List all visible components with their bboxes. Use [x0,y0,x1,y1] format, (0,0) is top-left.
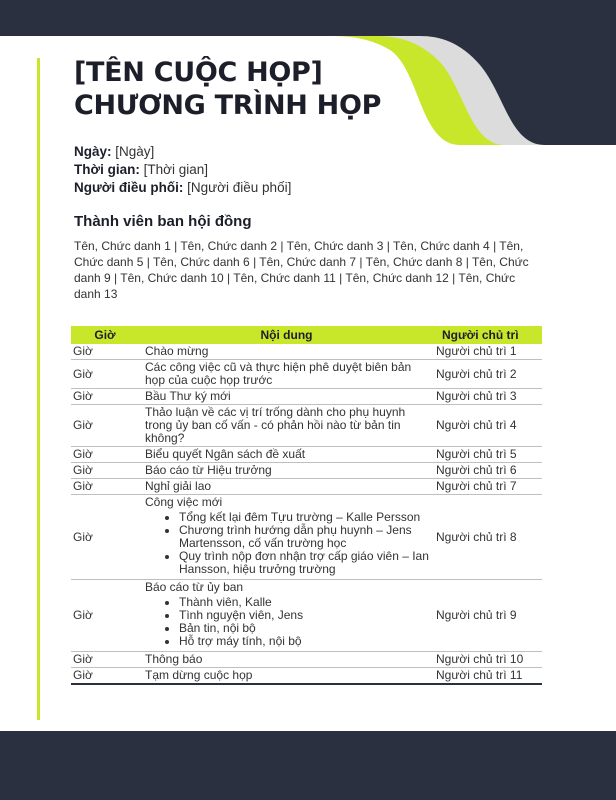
row-time: Giờ [71,405,139,447]
table-row [71,479,542,495]
time-row [74,161,291,179]
header-time: Giờ [94,328,116,342]
row-presenter: Người chủ trì 10 [434,652,542,668]
row-content: Thảo luận về các vị trí trống dành cho phụ huynh trong ủy ban cố vấn - có phản hồi nào từ bản tin không? [139,405,434,447]
agenda-body [71,344,542,684]
table-row [71,405,542,447]
row-content: Nghỉ giải lao [139,479,434,495]
row-presenter: Người chủ trì 3 [434,389,542,405]
left-accent-line [37,58,40,720]
row-time: Giờ [71,447,139,463]
row-time: Giờ [71,495,139,580]
bullet-list [145,511,431,576]
row-presenter: Người chủ trì 7 [434,479,542,495]
time-label: Thời gian: [74,162,140,177]
row-content: Báo cáo từ ủy ban [145,580,244,594]
table-row [71,580,542,652]
row-time: Giờ [71,668,139,685]
facilitator-row [74,179,291,197]
row-presenter: Người chủ trì 6 [434,463,542,479]
row-time: Giờ [71,479,139,495]
agenda-table [71,326,542,685]
table-row [71,447,542,463]
row-time: Giờ [71,463,139,479]
row-time: Giờ [71,360,139,389]
row-time: Giờ [71,652,139,668]
table-row [71,389,542,405]
row-presenter: Người chủ trì 11 [434,668,542,685]
list-item: • Quy trình nộp đơn nhận trợ cấp giáo viên – Ian Hansson, hiệu trưởng trường [179,550,431,576]
list-item: • Thành viên, Kalle [179,596,431,609]
agenda-title: CHƯƠNG TRÌNH HỌP [74,90,382,121]
row-content: Tạm dừng cuộc họp [139,668,434,685]
row-presenter: Người chủ trì 2 [434,360,542,389]
table-row [71,360,542,389]
row-time: Giờ [71,580,139,652]
list-item: • Bản tin, nội bộ [179,622,431,635]
bullet-list [145,596,431,648]
list-item: • Tình nguyện viên, Jens [179,609,431,622]
page-title [74,56,381,122]
footer-bar [0,731,616,800]
table-row [71,495,542,580]
header-content: Nội dung [260,328,313,342]
date-row [74,143,291,161]
facilitator-value: [Người điều phối] [187,180,292,195]
header-presenter: Người chủ trì [442,328,519,342]
row-time: Giờ [71,344,139,360]
table-row [71,344,542,360]
list-item: • Hỗ trợ máy tính, nội bộ [179,635,431,648]
row-presenter: Người chủ trì 5 [434,447,542,463]
row-content-with-list [139,495,434,580]
table-row [71,652,542,668]
row-content: Công việc mới [145,495,223,509]
row-content: Các công việc cũ và thực hiện phê duyệt biên bản họp của cuộc họp trước [139,360,434,389]
row-presenter: Người chủ trì 9 [434,580,542,652]
row-presenter: Người chủ trì 1 [434,344,542,360]
meeting-details [74,143,291,197]
facilitator-label: Người điều phối: [74,180,184,195]
row-presenter: Người chủ trì 4 [434,405,542,447]
date-value: [Ngày] [115,144,155,159]
date-label: Ngày: [74,144,112,159]
row-content-with-list [139,580,434,652]
row-content: Báo cáo từ Hiệu trưởng [139,463,434,479]
row-presenter: Người chủ trì 8 [434,495,542,580]
board-heading: Thành viên ban hội đồng [74,213,252,230]
table-row [71,463,542,479]
list-item: • Chương trình hướng dẫn phụ huynh – Jens Martensson, cố vấn trường học [179,524,431,550]
agenda-header-row [71,326,542,344]
row-content: Bầu Thư ký mới [139,389,434,405]
time-value: [Thời gian] [143,162,208,177]
row-content: Biểu quyết Ngân sách đề xuất [139,447,434,463]
row-content: Chào mừng [139,344,434,360]
row-content: Thông báo [139,652,434,668]
table-row [71,668,542,685]
board-members: Tên, Chức danh 1 | Tên, Chức danh 2 | Tên, Chức danh 3 | Tên, Chức danh 4 | Tên, Chức danh 5 | Tên, Chức danh 6 | Tên, Chức danh 7 | Tên, Chức danh 8 | Tên, Chức danh 9 | Tên, Chức danh 10 | Tên, Chức danh 11 | Tên, Chức danh 12 | Tên, Chức danh 13 [74,239,529,301]
meeting-name: [TÊN CUỘC HỌP] [74,57,323,88]
row-time: Giờ [71,389,139,405]
list-item: • Tổng kết lại đêm Tựu trường – Kalle Persson [179,511,431,524]
